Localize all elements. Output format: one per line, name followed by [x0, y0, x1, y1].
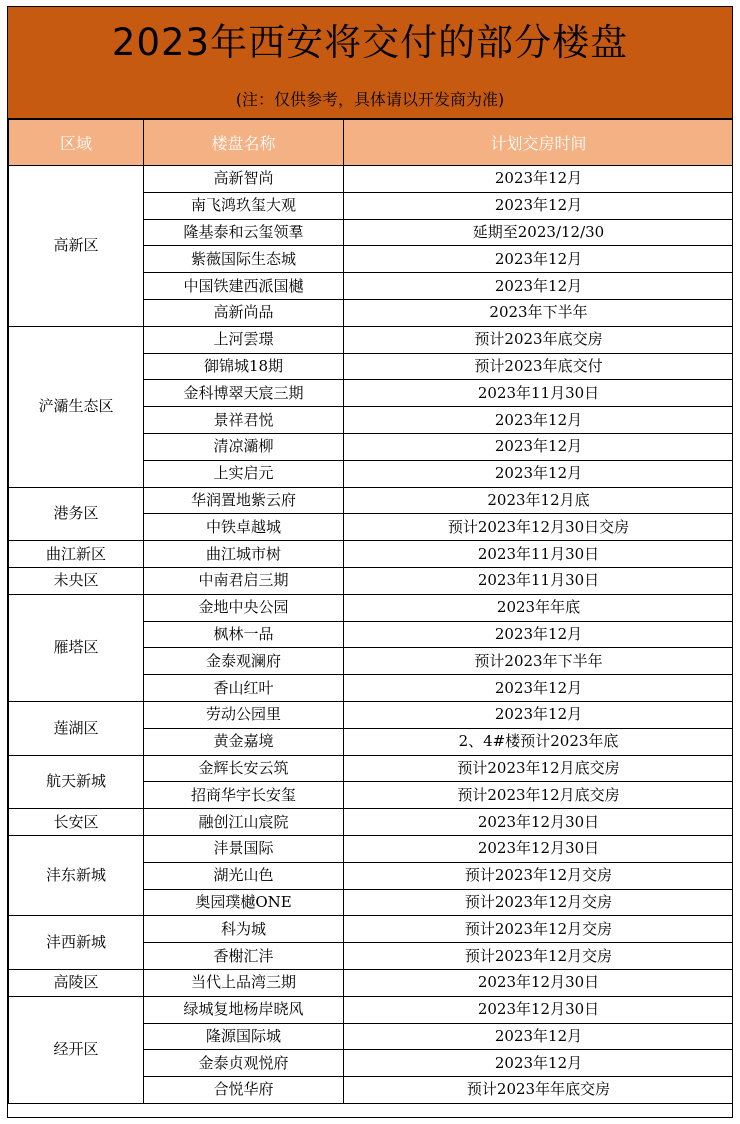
delivery-time-cell: 2023年下半年	[344, 299, 734, 326]
delivery-time-cell: 2023年12月	[344, 1023, 734, 1050]
table-row	[9, 809, 734, 836]
delivery-time-cell: 2023年12月	[344, 273, 734, 300]
project-cell: 高新智尚	[144, 166, 344, 193]
delivery-time-cell: 预计2023年年底交房	[344, 1077, 734, 1104]
project-cell: 隆源国际城	[144, 1023, 344, 1050]
delivery-time-cell: 2023年12月	[344, 192, 734, 219]
delivery-time-cell: 2023年12月	[344, 166, 734, 193]
delivery-time-cell: 2023年12月	[344, 1050, 734, 1077]
table-row	[9, 916, 734, 943]
title-banner	[8, 7, 732, 119]
header-time: 计划交房时间	[344, 120, 734, 166]
delivery-time-cell: 2023年12月	[344, 407, 734, 434]
table-row	[9, 326, 734, 353]
delivery-table	[8, 119, 733, 1104]
project-cell: 融创江山宸院	[144, 809, 344, 836]
delivery-time-cell: 2023年12月	[344, 433, 734, 460]
project-cell: 劳动公园里	[144, 701, 344, 728]
project-cell: 中南君启三期	[144, 567, 344, 594]
table-header-row	[9, 120, 734, 166]
delivery-time-cell: 预计2023年12月交房	[344, 862, 734, 889]
delivery-time-cell: 预计2023年12月底交房	[344, 755, 734, 782]
project-cell: 清凉灞柳	[144, 433, 344, 460]
delivery-time-cell: 2、4#楼预计2023年底	[344, 728, 734, 755]
table-row	[9, 835, 734, 862]
delivery-time-cell: 2023年年底	[344, 594, 734, 621]
project-cell: 香榭汇沣	[144, 943, 344, 970]
district-cell: 莲湖区	[9, 701, 144, 755]
delivery-time-cell: 预计2023年12月交房	[344, 916, 734, 943]
table-row	[9, 541, 734, 568]
delivery-time-cell: 2023年12月	[344, 675, 734, 702]
district-cell: 未央区	[9, 567, 144, 594]
page-title: 2023年西安将交付的部分楼盘	[111, 21, 629, 64]
project-cell: 绿城复地杨岸晓风	[144, 996, 344, 1023]
project-cell: 香山红叶	[144, 675, 344, 702]
project-cell: 湖光山色	[144, 862, 344, 889]
project-cell: 南飞鸿玖玺大观	[144, 192, 344, 219]
table-row	[9, 701, 734, 728]
project-cell: 中铁卓越城	[144, 514, 344, 541]
delivery-time-cell: 2023年11月30日	[344, 380, 734, 407]
district-cell: 雁塔区	[9, 594, 144, 701]
table-row	[9, 487, 734, 514]
district-cell: 港务区	[9, 487, 144, 541]
project-cell: 御锦城18期	[144, 353, 344, 380]
delivery-time-cell: 预计2023年12月交房	[344, 889, 734, 916]
header-project: 楼盘名称	[144, 120, 344, 166]
project-cell: 合悦华府	[144, 1077, 344, 1104]
project-cell: 紫薇国际生态城	[144, 246, 344, 273]
project-cell: 金科博翠天宸三期	[144, 380, 344, 407]
project-cell: 金地中央公园	[144, 594, 344, 621]
project-cell: 中国铁建西派国樾	[144, 273, 344, 300]
delivery-time-cell: 2023年11月30日	[344, 567, 734, 594]
project-cell: 上实启元	[144, 460, 344, 487]
project-cell: 隆基泰和云玺领羣	[144, 219, 344, 246]
project-cell: 高新尚品	[144, 299, 344, 326]
table-row	[9, 594, 734, 621]
district-cell: 高陵区	[9, 969, 144, 996]
delivery-time-cell: 2023年12月	[344, 701, 734, 728]
district-cell: 高新区	[9, 166, 144, 327]
project-cell: 景祥君悦	[144, 407, 344, 434]
disclaimer-note: (注：仅供参考，具体请以开发商为准)	[235, 90, 505, 109]
project-cell: 金辉长安云筑	[144, 755, 344, 782]
delivery-time-cell: 2023年11月30日	[344, 541, 734, 568]
project-cell: 沣景国际	[144, 835, 344, 862]
sheet	[7, 6, 733, 1118]
district-cell: 曲江新区	[9, 541, 144, 568]
delivery-time-cell: 预计2023年下半年	[344, 648, 734, 675]
delivery-time-cell: 预计2023年12月交房	[344, 943, 734, 970]
delivery-time-cell: 2023年12月	[344, 460, 734, 487]
delivery-time-cell: 2023年12月30日	[344, 835, 734, 862]
district-cell: 沣东新城	[9, 835, 144, 915]
delivery-time-cell: 预计2023年12月30日交房	[344, 514, 734, 541]
table-row	[9, 969, 734, 996]
project-cell: 金泰观澜府	[144, 648, 344, 675]
table-row	[9, 166, 734, 193]
delivery-time-cell: 2023年12月	[344, 621, 734, 648]
delivery-time-cell: 2023年12月底	[344, 487, 734, 514]
district-cell: 航天新城	[9, 755, 144, 809]
project-cell: 金泰贞观悦府	[144, 1050, 344, 1077]
project-cell: 曲江城市树	[144, 541, 344, 568]
project-cell: 科为城	[144, 916, 344, 943]
delivery-time-cell: 2023年12月	[344, 246, 734, 273]
project-cell: 招商华宇长安玺	[144, 782, 344, 809]
district-cell: 经开区	[9, 996, 144, 1103]
table-row	[9, 755, 734, 782]
table-row	[9, 567, 734, 594]
header-district: 区域	[9, 120, 144, 166]
delivery-time-cell: 预计2023年底交付	[344, 353, 734, 380]
project-cell: 当代上品湾三期	[144, 969, 344, 996]
project-cell: 奥园璞樾ONE	[144, 889, 344, 916]
delivery-time-cell: 2023年12月30日	[344, 996, 734, 1023]
district-cell: 沣西新城	[9, 916, 144, 970]
delivery-time-cell: 预计2023年12月底交房	[344, 782, 734, 809]
delivery-time-cell: 2023年12月30日	[344, 809, 734, 836]
project-cell: 上河雲璟	[144, 326, 344, 353]
delivery-time-cell: 2023年12月30日	[344, 969, 734, 996]
delivery-time-cell: 预计2023年底交房	[344, 326, 734, 353]
district-cell: 浐灞生态区	[9, 326, 144, 487]
table-row	[9, 996, 734, 1023]
district-cell: 长安区	[9, 809, 144, 836]
delivery-time-cell: 延期至2023/12/30	[344, 219, 734, 246]
project-cell: 枫林一品	[144, 621, 344, 648]
table-body	[9, 166, 734, 1104]
project-cell: 华润置地紫云府	[144, 487, 344, 514]
project-cell: 黄金嘉境	[144, 728, 344, 755]
